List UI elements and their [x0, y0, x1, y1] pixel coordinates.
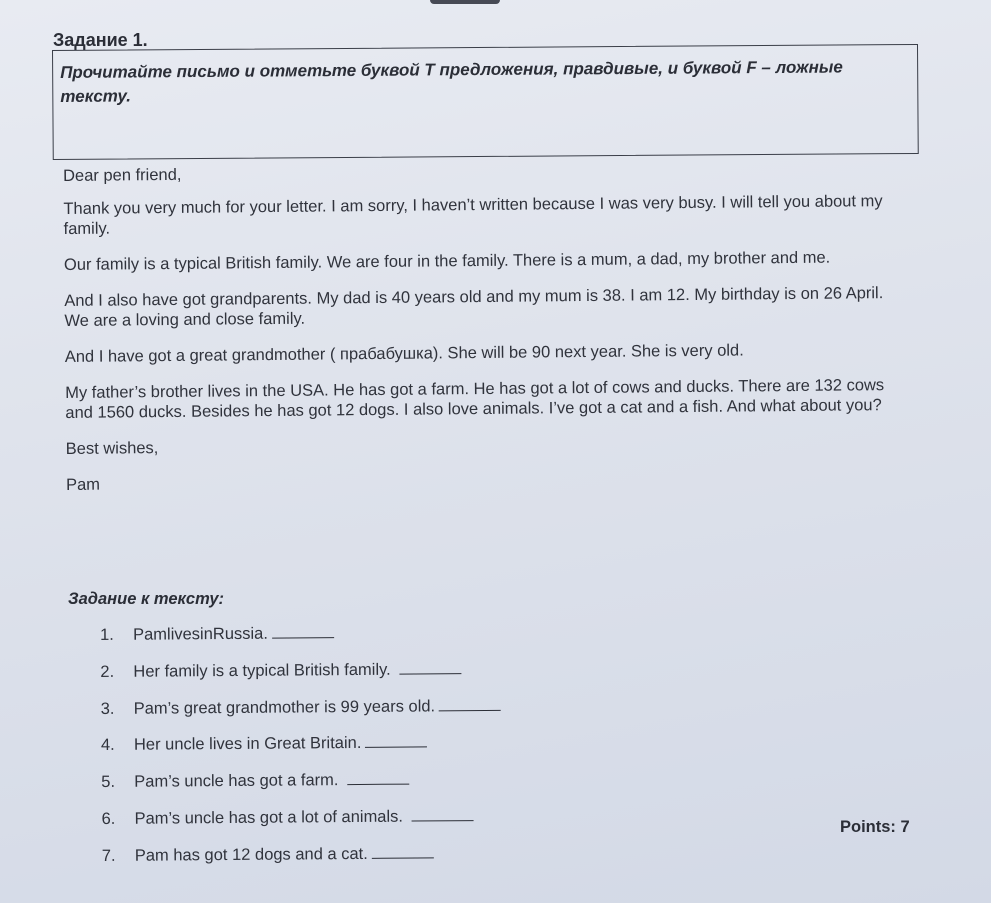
question-list	[100, 621, 502, 882]
letter-paragraph: Thank you very much for your letter. I am sorry, I haven’t written because I was very busy. I will tell you about my family.	[63, 192, 883, 238]
letter-signature: Pam	[65, 475, 101, 494]
question-number: 1.	[100, 625, 114, 644]
answer-blank[interactable]	[365, 733, 427, 748]
letter-paragraph: And I also have got grandparents. My dad is 40 years old and my mum is 38. I am 12. My birthday is on 26 April. We are a loving and close family.	[64, 284, 884, 330]
tasks-title: Задание к тексту:	[68, 590, 225, 608]
question-number: 7.	[101, 846, 116, 865]
instruction-box	[52, 44, 919, 160]
answer-blank[interactable]	[272, 623, 334, 638]
question-item	[101, 805, 502, 845]
question-number: 6.	[101, 809, 116, 828]
question-item	[101, 694, 502, 734]
answer-blank[interactable]	[439, 695, 501, 710]
question-text: Pam’s uncle has got a farm.	[134, 771, 344, 791]
letter-paragraph: And I have got a great grandmother ( прабабушка). She will be 90 next year. She is very old.	[64, 341, 744, 366]
letter-paragraph: Our family is a typical British family. We are four in the family. There is a mum, a dad, my brother and me.	[63, 248, 831, 274]
points-label: Points: 7	[840, 818, 910, 836]
question-text: Her uncle lives in Great Britain.	[133, 734, 362, 755]
letter-salutation: Dear pen friend,	[63, 165, 182, 185]
question-item	[100, 658, 501, 698]
question-item	[102, 842, 503, 882]
top-edge-mark	[430, 0, 500, 4]
task-title: Задание 1.	[53, 30, 148, 50]
question-text: Pam has got 12 dogs and a cat.	[134, 844, 368, 865]
letter-paragraph: My father’s brother lives in the USA. He has got a farm. He has got a lot of cows and ducks. There are 132 cows and 1560 ducks. Besides he has got 12 dogs. I also love animals. I’ve got a cat and a fish. And what about you?	[65, 376, 885, 422]
question-item	[101, 768, 502, 808]
question-item	[101, 731, 502, 771]
answer-blank[interactable]	[347, 770, 409, 785]
letter-signoff: Best wishes,	[65, 439, 159, 458]
question-number: 5.	[101, 773, 116, 792]
question-text: Her family is a typical British family.	[133, 660, 396, 681]
answer-blank[interactable]	[372, 843, 434, 858]
question-text: PamlivesinRussia.	[133, 624, 268, 644]
question-number: 2.	[100, 662, 115, 681]
question-text: Pam’s great grandmother is 99 years old.	[133, 696, 436, 718]
instruction-text: Прочитайте письмо и отметьте буквой Т предложения, правдивые, и буквой F – ложные тексту.	[60, 57, 843, 106]
question-number: 3.	[100, 699, 115, 718]
question-number: 4.	[100, 736, 115, 755]
letter-body	[63, 158, 911, 511]
answer-blank[interactable]	[399, 659, 461, 674]
answer-blank[interactable]	[411, 806, 473, 821]
question-text: Pam’s uncle has got a lot of animals.	[134, 807, 408, 828]
question-item	[100, 621, 501, 661]
